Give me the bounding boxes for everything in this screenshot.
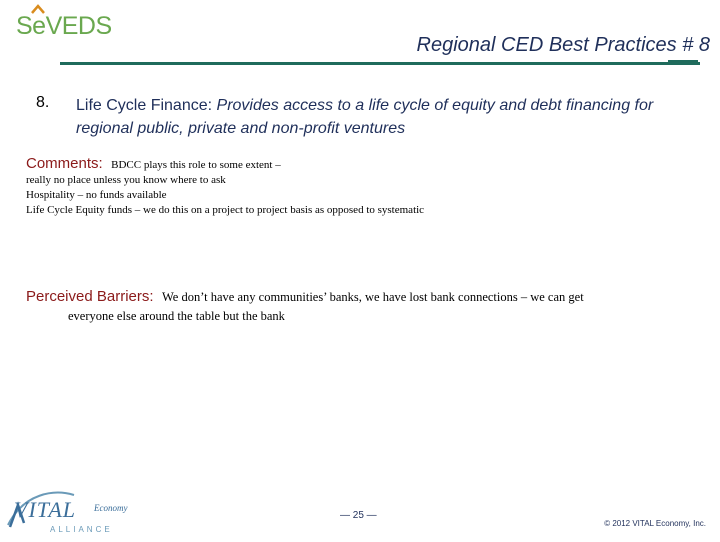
slide-title: Regional CED Best Practices # 8 — [416, 34, 710, 56]
logo-text: SeVEDS — [16, 12, 112, 40]
logo-word-vital: VITAL — [14, 497, 77, 522]
copyright-notice: © 2012 VITAL Economy, Inc. — [604, 519, 706, 528]
barriers-text: We don’t have any communities’ banks, we have lost bank connections – we can get — [162, 290, 584, 304]
item-heading: Life Cycle Finance: — [76, 97, 213, 114]
comments-label: Comments: — [26, 155, 103, 172]
title-divider-accent — [668, 60, 698, 63]
barriers-first-line — [26, 288, 706, 306]
comment-line: BDCC plays this role to some extent – — [111, 159, 281, 171]
practice-item — [76, 94, 676, 140]
logo-word-economy: Economy — [94, 503, 128, 513]
vital-economy-logo — [4, 485, 144, 537]
barriers-section — [26, 288, 706, 324]
comments-section — [26, 155, 706, 218]
item-description: Provides access to a life cycle of equity and debt financing for regional public, private and non-profit ventures — [76, 97, 654, 137]
barriers-text-continued: everyone else around the table but the bank — [68, 309, 285, 323]
comments-first-line — [26, 155, 706, 173]
comment-line: Life Cycle Equity funds – we do this on a project to project basis as opposed to systematic — [26, 204, 425, 216]
barriers-label: Perceived Barriers: — [26, 288, 154, 305]
title-divider — [60, 62, 700, 65]
item-number: 8. — [36, 94, 50, 111]
page-number: — 25 — — [340, 510, 377, 521]
comment-line: Hospitality – no funds available — [26, 189, 167, 201]
comment-line: really no place unless you know where to ask — [26, 174, 226, 186]
logo-word-alliance: ALLIANCE — [50, 525, 113, 534]
